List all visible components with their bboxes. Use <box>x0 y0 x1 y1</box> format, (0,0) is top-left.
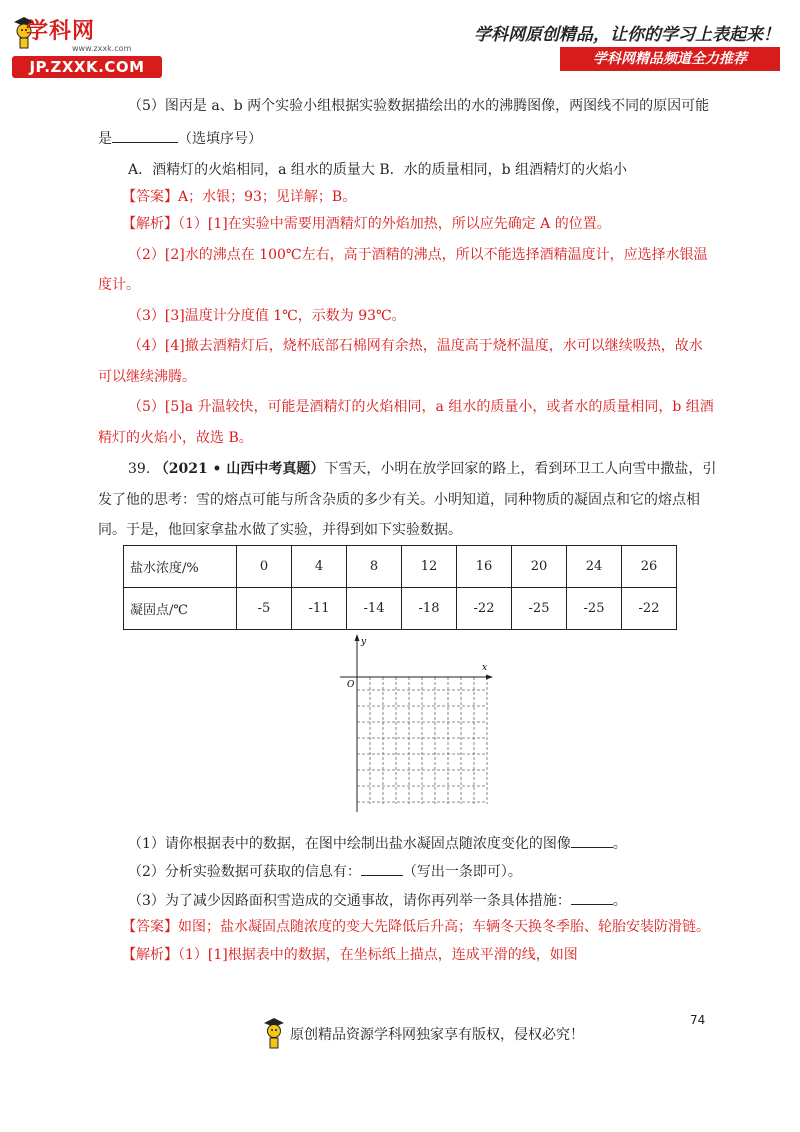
x-axis-arrow-icon <box>486 675 493 680</box>
q5-analysis-6: 可以继续沸腾。 <box>98 369 196 385</box>
q5-analysis-8: 精灯的火焰小，故选 B。 <box>98 430 253 446</box>
q5-analysis-7: （5）[5]a 升温较快，可能是酒精灯的火焰相同，a 组水的质量小，或者水的质量相同，b 组酒 <box>128 399 714 415</box>
page-number: 74 <box>690 1013 706 1027</box>
table-cell: 0 <box>237 546 292 588</box>
q39-sub2: （2）分析实验数据可获取的信息有： （写出一条即可）。 <box>128 861 522 882</box>
logo-text: 学科网 <box>26 19 96 44</box>
q39-answer: 【答案】如图；盐水凝固点随浓度的变大先降低后升高；车辆冬天换冬季胎、轮胎安装防滑链。 <box>122 919 710 935</box>
logo-subtitle: www.zxxk.com <box>72 44 132 53</box>
table-cell: 20 <box>512 546 567 588</box>
q39-sub3: （3）为了减少因路面积雪造成的交通事故，请你再列举一条具体措施： 。 <box>128 890 627 911</box>
header-banner: 学科网精品频道全力推荐 <box>560 47 780 71</box>
table-cell: -18 <box>402 588 457 630</box>
q39-line2: 发了他的思考：雪的熔点可能与所含杂质的多少有关。小明知道，同种物质的凝固点和它的熔点相 <box>98 492 700 508</box>
y-axis-label: y <box>361 637 367 647</box>
table-row <box>124 588 677 630</box>
table-cell: -22 <box>457 588 512 630</box>
q5-analysis-5: （4）[4]撤去酒精灯后，烧杯底部石棉网有余热，温度高于烧杯温度，水可以继续吸热，故水 <box>128 338 703 354</box>
q5-analysis-1: 【解析】（1）[1]在实验中需要用酒精灯的外焰加热，所以应先确定 A 的位置。 <box>122 216 611 232</box>
table-cell: 8 <box>347 546 402 588</box>
table-cell: -5 <box>237 588 292 630</box>
q39-analysis: 【解析】（1）[1]根据表中的数据，在坐标纸上描点，连成平滑的线，如图 <box>122 947 578 963</box>
y-axis-arrow-icon <box>355 634 360 641</box>
table-row <box>124 546 677 588</box>
table-cell: 24 <box>567 546 622 588</box>
table-cell: 16 <box>457 546 512 588</box>
q5-options: A．酒精灯的火焰相同，a 组水的质量大 B．水的质量相同，b 组酒精灯的火焰小 <box>128 162 628 178</box>
q5-analysis-4: （3）[3]温度计分度值 1℃，示数为 93℃。 <box>128 308 406 324</box>
table-header-cell: 盐水浓度/% <box>124 546 237 588</box>
table-cell: 4 <box>292 546 347 588</box>
q39-line1: 39. （2021 • 山西中考真题）下雪天，小明在放学回家的路上，看到环卫工人向雪中撒盐，引 <box>128 461 717 477</box>
x-axis-label: x <box>482 663 488 673</box>
origin-label: O <box>347 680 355 690</box>
answer-blank <box>112 128 178 143</box>
logo-url[interactable]: JP.ZXXK.COM <box>12 56 162 78</box>
q5-line1: （5）图丙是 a、b 两个实验小组根据实验数据描绘出的水的沸腾图像，两图线不同的原因可能 <box>128 98 710 114</box>
blank-coordinate-grid <box>330 632 500 814</box>
answer-blank <box>571 833 613 848</box>
table-cell: 26 <box>622 546 677 588</box>
answer-blank <box>361 861 403 876</box>
q5-analysis-2: （2）[2]水的沸点在 100℃左右，高于酒精的沸点，所以不能选择酒精温度计，应选择水银温 <box>128 247 708 263</box>
table-cell: 12 <box>402 546 457 588</box>
q39-line3: 同。于是，他回家拿盐水做了实验，并得到如下实验数据。 <box>98 522 462 538</box>
table-cell: -25 <box>567 588 622 630</box>
table-cell: -22 <box>622 588 677 630</box>
q5-analysis-3: 度计。 <box>98 277 140 293</box>
q5-answer: 【答案】A；水银；93；见详解；B。 <box>122 189 357 205</box>
data-table <box>123 545 677 630</box>
grid-lines <box>357 677 487 804</box>
site-logo <box>12 14 162 74</box>
mascot-icon <box>262 1016 286 1050</box>
q5-line2: 是 （选填序号） <box>98 128 262 149</box>
table-cell: -25 <box>512 588 567 630</box>
table-cell: -11 <box>292 588 347 630</box>
table-cell: -14 <box>347 588 402 630</box>
copyright-notice: 原创精品资源学科网独家享有版权，侵权必究！ <box>290 1027 584 1043</box>
answer-blank <box>571 890 613 905</box>
table-header-cell: 凝固点/℃ <box>124 588 237 630</box>
header-slogan: 学科网原创精品，让你的学习上表起来！ <box>474 25 780 45</box>
q39-sub1: （1）请你根据表中的数据，在图中绘制出盐水凝固点随浓度变化的图像 。 <box>128 833 627 854</box>
